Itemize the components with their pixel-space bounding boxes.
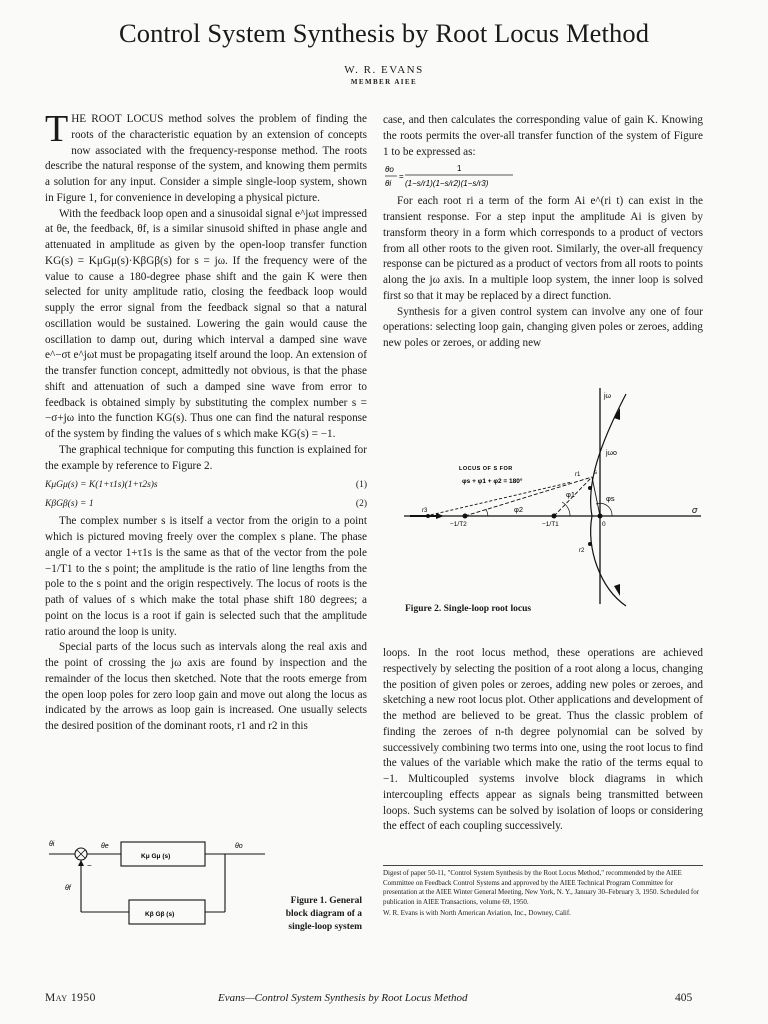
paragraph: The complex number s is itself a vector from the origin to a point which is pictured moving freely over the complex s plane. The phase angle of a vector 1+τ1s is the same as that of the vector from the pole −1/T1 to the s point; the amplitude is the ratio of line lengths from the pole to the s point and the origin respectively. The locus of roots is the path of values of s which make the total phase shift 180 degrees; a point on the locus is a root if gain is selected such that the amplitude ratio around the loop is unity. bbox=[45, 515, 367, 638]
figure-1-caption bbox=[262, 895, 362, 934]
vector-from-origin bbox=[592, 477, 600, 516]
angle-equation: φs + φ1 + φ2 = 180° bbox=[462, 478, 523, 485]
label-neg1T2: −1/T2 bbox=[450, 521, 467, 528]
feedback-block-label: Kβ Gβ (s) bbox=[145, 911, 175, 918]
label-s: s bbox=[594, 470, 597, 476]
label-minus: − bbox=[87, 861, 92, 870]
label-jw: jω bbox=[604, 393, 612, 400]
paragraph: With the feedback loop open and a sinusoidal signal e^jωt impressed at θe, the feedback, θf, is a similar sinusoid shifted in phase angle and attenuated in amplitude as given by the open-loop transfer function KG(s) = KμGμ(s)·KβGβ(s) for s = jω. If the frequency were of the value to cause a 180-degree phase shift and the gain K were then selected for unity amplitude ratio, closing the feedback loop would supply the error signal from the feedback signal so that a natural oscillation would be sustained. Lowering the gain would cause the oscillation to damp out, during which interval a damped sine wave e^−σt e^jωt must be propagating itself around the loop. An extension of the transfer function concept, admittedly not obvious, is that the phase shift and attenuation of such a damped sine wave from error to feedback is obtained simply by substituting the complex number s = −σ+jω into the function KG(s). Thus one can find the natural response of the system by finding the values of s which make KG(s) = −1. bbox=[45, 207, 367, 440]
label-r2: r2 bbox=[579, 548, 585, 554]
label-r3: r3 bbox=[422, 508, 428, 514]
paragraph-text: HE ROOT LOCUS method solves the problem of finding the roots of the characteristic equation by an extension of concepts now associated with the frequency-response method. The roots describe the natural response of the system, and knowing them permits a solution for any input. Consider a simple single-loop system, shown in Figure 1, for convenience in developing a physical picture. bbox=[45, 113, 367, 204]
footnote-text: Digest of paper 50-11, "Control System Synthesis by the Root Locus Method," recommended by the AIEE Committee on Feedback Control Systems and approved by the AIEE Technical Program Committee for presentation at the AIEE Winter General Meeting, New York, N. Y., January 30–February 3, 1950. Scheduled for publication in AIEE Transactions, volume 69, 1950. bbox=[383, 869, 700, 906]
drop-cap: T bbox=[45, 108, 69, 150]
label-phis: φs bbox=[606, 494, 615, 503]
footer-date: May 1950 bbox=[45, 992, 96, 1004]
caption-line: Figure 1. General bbox=[290, 896, 362, 906]
svg-text:=: = bbox=[399, 172, 404, 182]
footer-page-number: 405 bbox=[675, 992, 693, 1004]
paragraph: Synthesis for a given control system can involve any one of four operations: selecting loop gain, changing given poles or zeroes, adding new poles or zeroes, or adding new bbox=[383, 305, 703, 349]
frac-num: 1 bbox=[457, 164, 462, 174]
label-neg1T1: −1/T1 bbox=[542, 521, 559, 528]
forward-block-label: Kμ Gμ (s) bbox=[141, 853, 171, 860]
arrow-upper bbox=[614, 408, 620, 420]
label-jwo: jωo bbox=[606, 450, 617, 457]
label-thi: θi bbox=[49, 841, 55, 848]
frac-lhs-num: θo bbox=[385, 165, 394, 175]
equation-number: (2) bbox=[355, 499, 367, 510]
label-the: θe bbox=[101, 843, 109, 850]
locus-label: LOCUS OF S FOR bbox=[459, 466, 513, 472]
intro-paragraph bbox=[45, 108, 367, 207]
right-column-bottom bbox=[383, 646, 703, 835]
author-affiliation: MEMBER AIEE bbox=[350, 78, 418, 86]
arc-phi1 bbox=[562, 502, 570, 516]
left-column bbox=[45, 108, 367, 735]
equation-text: KμGμ(s) = K(1+τ1s)(1+τ2s)s bbox=[45, 480, 158, 491]
paragraph: The graphical technique for computing this function is explained for the example by reference to Figure 2. bbox=[45, 443, 367, 472]
label-phi2: φ2 bbox=[514, 505, 524, 514]
figure-2-caption: Figure 2. Single-loop root locus bbox=[405, 604, 532, 614]
transfer-function-equation bbox=[383, 160, 703, 194]
label-r1: r1 bbox=[575, 472, 581, 478]
equation-1 bbox=[45, 478, 367, 493]
figure-2-root-locus bbox=[396, 384, 706, 616]
root-r1 bbox=[588, 486, 592, 490]
footer-running-title: Evans—Control System Synthesis by Root Locus Method bbox=[218, 992, 468, 1004]
page-title: Control System Synthesis by Root Locus Method bbox=[118, 18, 650, 48]
locus-lower-branch bbox=[591, 516, 626, 606]
label-sigma: σ bbox=[692, 505, 698, 515]
arrow-real bbox=[436, 513, 444, 519]
root-r2 bbox=[588, 542, 592, 546]
figure-1-block-diagram bbox=[45, 832, 267, 942]
label-tho: θo bbox=[235, 843, 243, 850]
paragraph: Special parts of the locus such as intervals along the real axis and the point of crossing the jω axis are found by inspection and the remainder of the locus then sketched. Note that the roots emerge from the open loop poles for zero loop gain and move out along the locus as indicated by the arrows as loop gain is increased. One usually selects the desired position of the dominant roots, r1 and r2 in this bbox=[45, 641, 367, 732]
frac-den: (1−s/r1)(1−s/r2)(1−s/r3) bbox=[405, 179, 489, 189]
footnote bbox=[383, 869, 703, 919]
paragraph: loops. In the root locus method, these operations are achieved respectively by selecting the position of a root along a locus, changing the position of given poles or zeroes, adding new poles or zeroes, and sketching a new root locus plot. Other applications and development of the method are believed to be great. Thus the classic problem of finding the zeroes of n-th degree polynomial can be solved by successively combining two terms into one, using the root locus to find the values of the variable which make the ratio of the terms equal to −1. Multicoupled systems involve block diagrams in which intercoupling effects appear as signals being transmitted between loops. Such systems can be solved by isolation of loops or considering the effect of each coupling successively. bbox=[383, 647, 703, 833]
right-column-top bbox=[383, 113, 703, 352]
label-phi1: φ1 bbox=[566, 490, 576, 499]
caption-line: block diagram of a bbox=[285, 909, 362, 919]
author-note: W. R. Evans is with North American Aviation, Inc., Downey, Calif. bbox=[383, 909, 571, 917]
paragraph: For each root ri a term of the form Ai e^(ri t) can exist in the transient response. For a step input the amplitude Ai is given by transform theory in a form which corresponds to a product of vectors from all other roots to the given root. Similarly, the over-all frequency response can be pictured as a product of vectors from all roots to points along the jω axis. In a multiple loop system, the inner loop is solved first so that it may be replaced by a direct function. bbox=[383, 195, 703, 302]
author-name: W. R. EVANS bbox=[344, 64, 424, 76]
equation-number: (1) bbox=[355, 480, 367, 491]
footnote-rule bbox=[383, 865, 703, 866]
label-zero: 0 bbox=[602, 521, 606, 528]
arc-phi2 bbox=[486, 509, 488, 516]
equation-text: KβGβ(s) = 1 bbox=[45, 499, 94, 510]
paragraph: case, and then calculates the corresponding value of gain K. Knowing the roots permits the over-all transfer function of the system of Figure 1 to be expressed as: bbox=[383, 114, 703, 158]
label-thf: θf bbox=[65, 885, 71, 892]
vector-from-r3 bbox=[426, 482, 572, 516]
frac-lhs-den: θi bbox=[385, 179, 392, 189]
caption-line: single-loop system bbox=[288, 922, 362, 932]
equation-2 bbox=[45, 497, 367, 512]
arrow-lower bbox=[614, 584, 620, 596]
